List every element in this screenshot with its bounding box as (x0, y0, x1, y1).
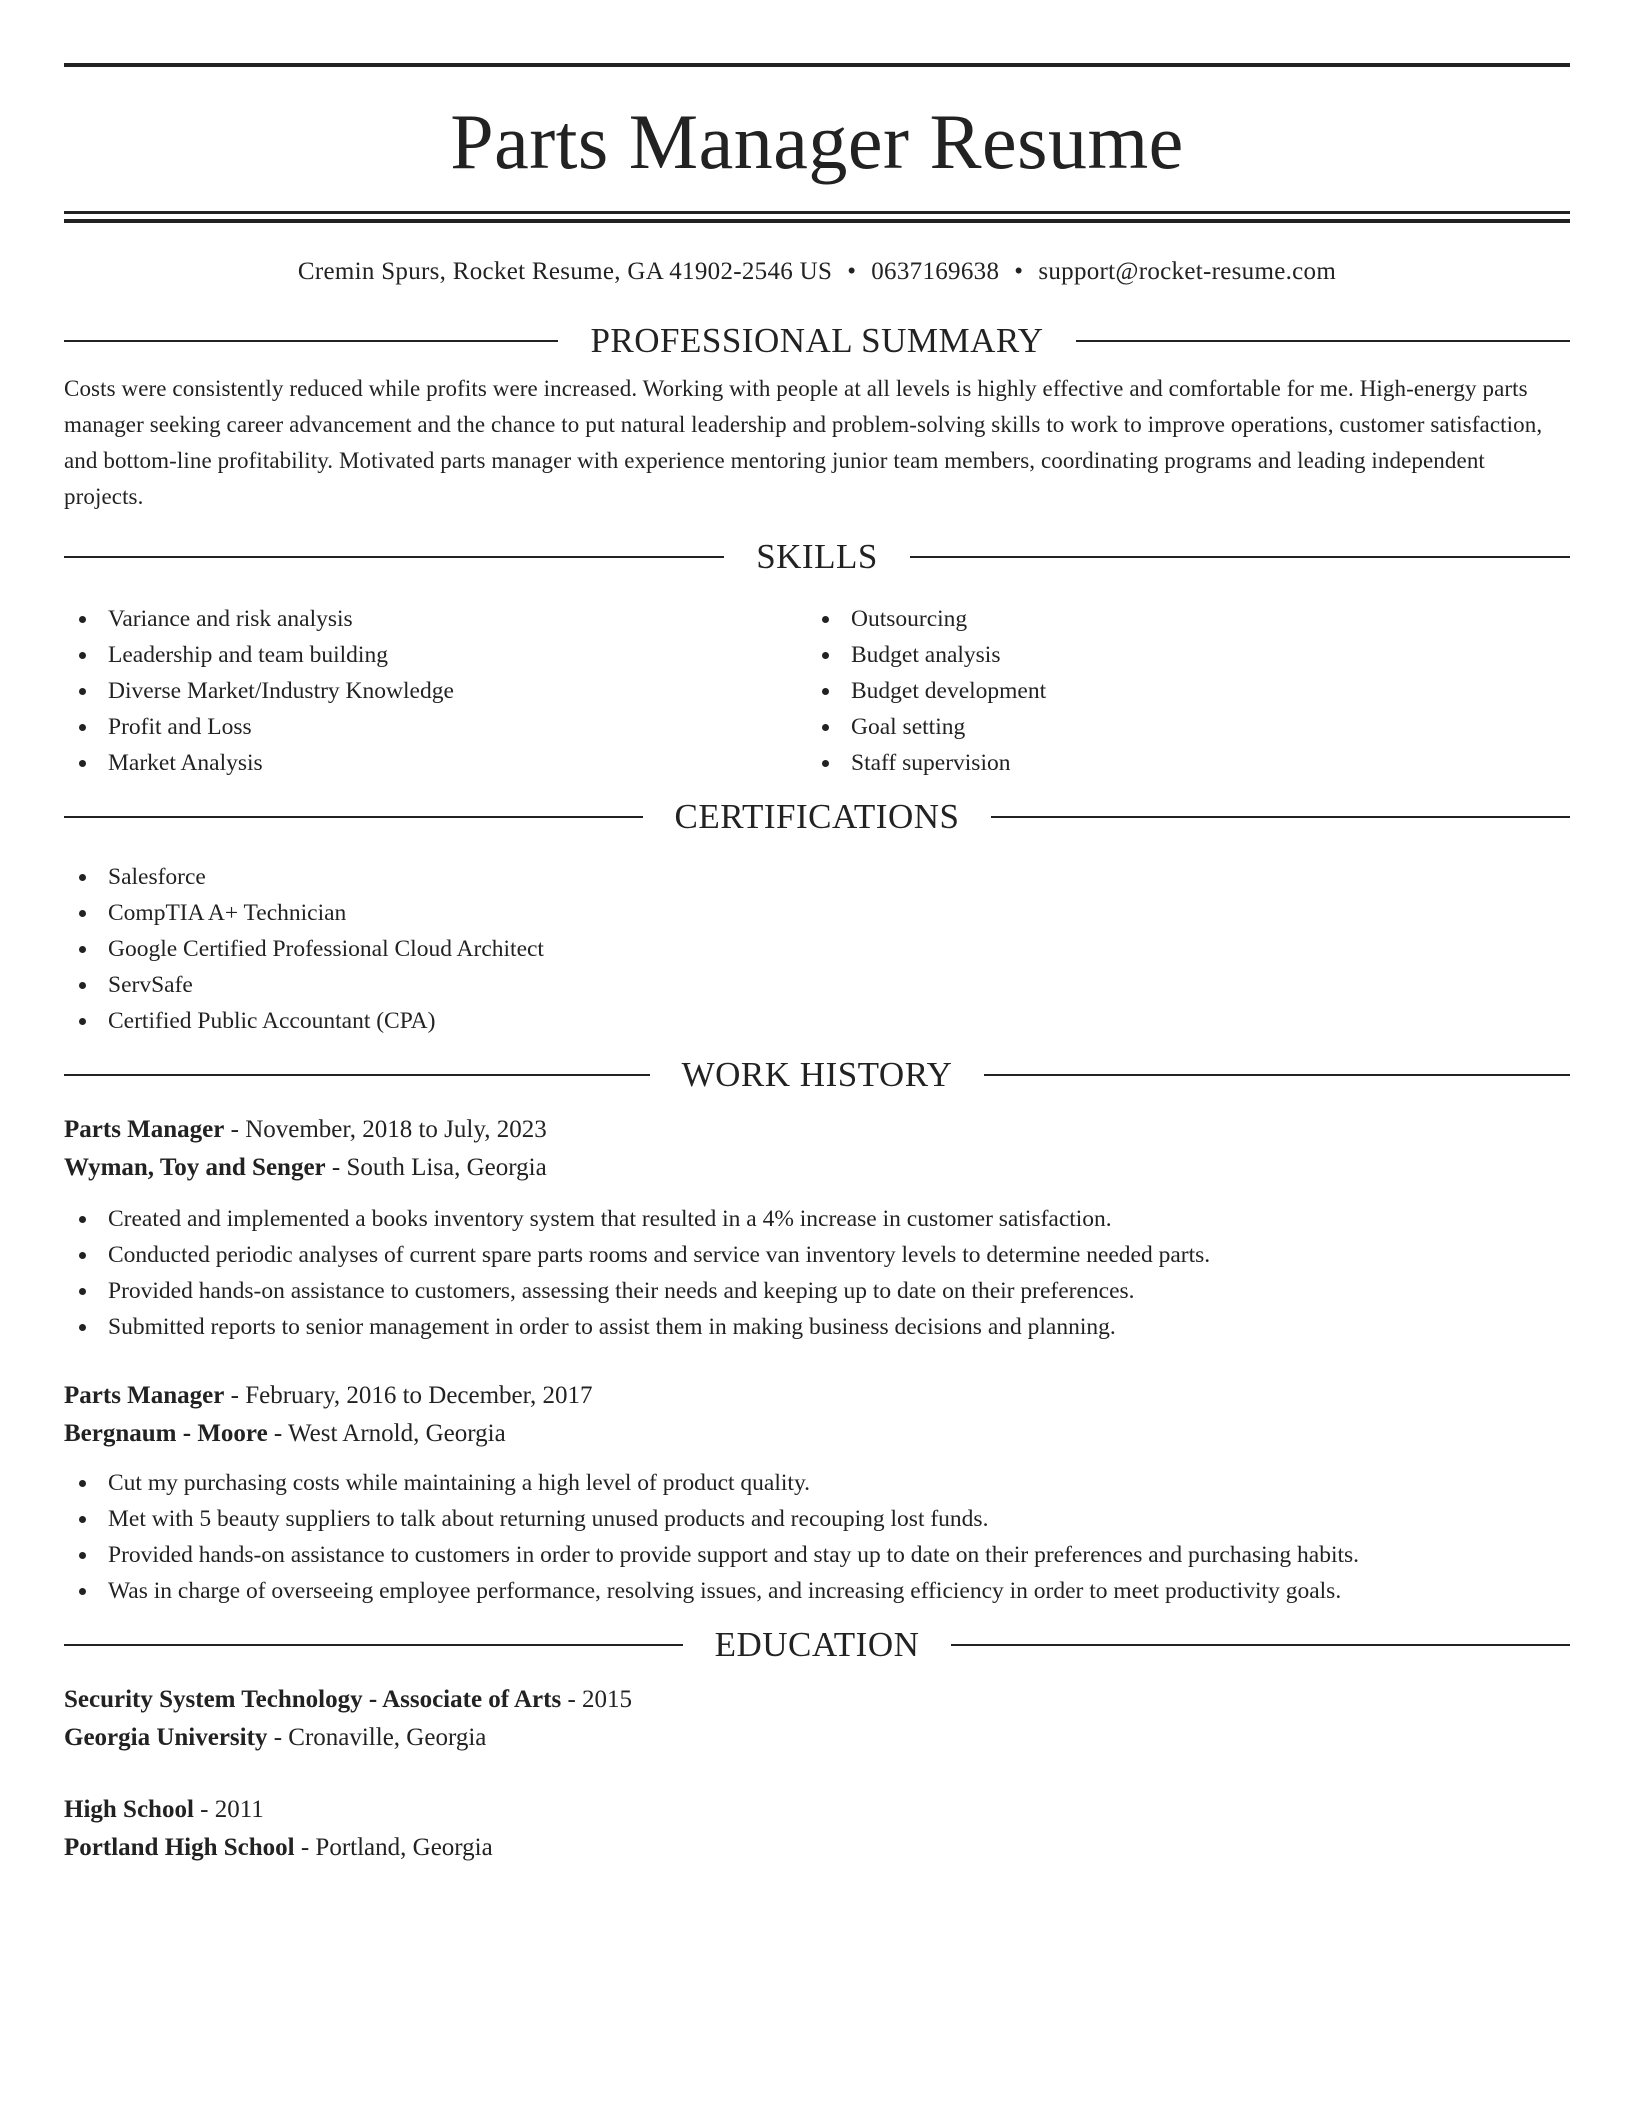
skill-item: Staff supervision (807, 745, 1550, 781)
skill-item: Variance and risk analysis (64, 601, 807, 637)
education-section-heading (64, 1625, 1570, 1665)
resume-page (64, 63, 1570, 1867)
title-double-rule (64, 211, 1570, 223)
bullet-icon (79, 1588, 86, 1595)
education-year: 2011 (214, 1796, 264, 1823)
job-entry (64, 1111, 1570, 1345)
job-bullets (64, 1201, 1570, 1345)
job-bullet: Met with 5 beauty suppliers to talk about returning unused products and recouping lost funds. (64, 1501, 1570, 1537)
bullet-icon (79, 1516, 86, 1523)
certification-item: Certified Public Accountant (CPA) (64, 1003, 1570, 1039)
skill-item: Budget analysis (807, 637, 1550, 673)
skill-item: Diverse Market/Industry Knowledge (64, 673, 807, 709)
skill-item: Goal setting (807, 709, 1550, 745)
education-school-line: Portland High School - Portland, Georgia (64, 1834, 493, 1861)
education-heading-label: EDUCATION (714, 1625, 920, 1664)
skills-left-list (64, 601, 807, 781)
job-company: Wyman, Toy and Senger (64, 1154, 326, 1181)
bullet-icon (79, 1480, 86, 1487)
job-entry (64, 1377, 1570, 1609)
job-location: West Arnold, Georgia (288, 1420, 506, 1447)
heading-rule (1076, 340, 1570, 342)
contact-address: Cremin Spurs, Rocket Resume, GA 41902-2546 US (297, 258, 833, 285)
bullet-icon (822, 688, 829, 695)
certification-item: Google Certified Professional Cloud Architect (64, 931, 1570, 967)
contact-email: support@rocket-resume.com (1038, 258, 1337, 285)
skill-item: Budget development (807, 673, 1550, 709)
job-dates: November, 2018 to July, 2023 (245, 1116, 547, 1143)
skill-item: Market Analysis (64, 745, 807, 781)
education-location: Cronaville, Georgia (288, 1724, 487, 1751)
education-school-line: Georgia University - Cronaville, Georgia (64, 1724, 487, 1751)
bullet-icon (79, 910, 86, 917)
skill-item: Outsourcing (807, 601, 1550, 637)
job-bullet: Created and implemented a books inventory system that resulted in a 4% increase in customer satisfaction. (64, 1201, 1570, 1237)
skill-item: Leadership and team building (64, 637, 807, 673)
contact-line (64, 257, 1570, 287)
education-degree: High School (64, 1796, 194, 1823)
job-bullet: Provided hands-on assistance to customers, assessing their needs and keeping up to date on their preferences. (64, 1273, 1570, 1309)
education-degree: Security System Technology - Associate of Arts (64, 1686, 562, 1713)
education-degree-line: High School - 2011 (64, 1796, 264, 1823)
job-bullet: Conducted periodic analyses of current spare parts rooms and service van inventory levels to determine needed parts. (64, 1237, 1570, 1273)
job-bullet: Provided hands-on assistance to customers in order to provide support and stay up to date on their preferences and purchasing habits. (64, 1537, 1570, 1573)
bullet-icon (79, 760, 86, 767)
bullet-icon (79, 874, 86, 881)
bullet-icon (79, 1018, 86, 1025)
job-bullet: Cut my purchasing costs while maintaining a high level of product quality. (64, 1465, 1570, 1501)
job-company: Bergnaum - Moore (64, 1420, 268, 1447)
bullet-icon (79, 616, 86, 623)
summary-text: Costs were consistently reduced while profits were increased. Working with people at all levels is highly effective and comfortable for me. High-energy parts manager seeking career advancement and the chance to put natural leadership and problem-solving skills to work to improve operations, customer satisfaction, and bottom-line profitability. Motivated parts manager with experience mentoring junior team members, coordinating programs and leading independent projects. (64, 376, 1543, 509)
education-school: Portland High School (64, 1834, 295, 1861)
bullet-icon (79, 1288, 86, 1295)
skills-columns (64, 601, 1570, 781)
job-bullet: Submitted reports to senior management in order to assist them in making business decisions and planning. (64, 1309, 1570, 1345)
education-location: Portland, Georgia (315, 1834, 493, 1861)
summary-section-heading (64, 321, 1570, 361)
job-title: Parts Manager (64, 1116, 225, 1143)
job-title: Parts Manager (64, 1382, 225, 1409)
education-entry (64, 1681, 1570, 1757)
bullet-icon (79, 1324, 86, 1331)
page-title: Parts Manager Resume (450, 98, 1184, 185)
heading-rule (64, 1644, 683, 1646)
bullet-icon (79, 724, 86, 731)
certification-item: Salesforce (64, 859, 1570, 895)
bullet-icon (79, 1216, 86, 1223)
contact-separator: • (847, 258, 857, 285)
job-title-line: Parts Manager - November, 2018 to July, 2023 (64, 1116, 547, 1143)
certification-item: CompTIA A+ Technician (64, 895, 1570, 931)
certification-item: ServSafe (64, 967, 1570, 1003)
job-bullets (64, 1465, 1570, 1609)
bullet-icon (79, 652, 86, 659)
bullet-icon (822, 760, 829, 767)
heading-rule (64, 816, 643, 818)
heading-rule (951, 1644, 1570, 1646)
job-title-line: Parts Manager - February, 2016 to December, 2017 (64, 1382, 593, 1409)
heading-rule (991, 816, 1570, 818)
heading-rule (64, 340, 558, 342)
bullet-icon (822, 652, 829, 659)
education-year: 2015 (582, 1686, 633, 1713)
skill-item: Profit and Loss (64, 709, 807, 745)
bullet-icon (79, 946, 86, 953)
skills-heading-label: SKILLS (756, 537, 878, 576)
top-rule (64, 63, 1570, 67)
education-entry (64, 1791, 1570, 1867)
education-school: Georgia University (64, 1724, 268, 1751)
skills-left-column (64, 601, 807, 781)
bullet-icon (79, 1252, 86, 1259)
job-location: South Lisa, Georgia (346, 1154, 547, 1181)
bullet-icon (79, 1552, 86, 1559)
heading-rule (64, 556, 724, 558)
bullet-icon (79, 982, 86, 989)
certifications-list (64, 859, 1570, 1039)
summary-heading-label: PROFESSIONAL SUMMARY (590, 321, 1044, 360)
education-degree-line: Security System Technology - Associate of Arts - 2015 (64, 1686, 633, 1713)
bullet-icon (822, 724, 829, 731)
work-heading-label: WORK HISTORY (681, 1055, 953, 1094)
heading-rule (64, 1074, 650, 1076)
skills-section-heading (64, 537, 1570, 577)
contact-separator: • (1014, 258, 1024, 285)
bullet-icon (79, 688, 86, 695)
bullet-icon (822, 616, 829, 623)
contact-phone: 0637169638 (871, 258, 1000, 285)
heading-rule (984, 1074, 1570, 1076)
work-section-heading (64, 1055, 1570, 1095)
job-company-line: Bergnaum - Moore - West Arnold, Georgia (64, 1420, 506, 1447)
certifications-heading-label: CERTIFICATIONS (674, 797, 960, 836)
heading-rule (910, 556, 1570, 558)
job-bullet: Was in charge of overseeing employee performance, resolving issues, and increasing efficiency in order to meet productivity goals. (64, 1573, 1570, 1609)
certifications-section-heading (64, 797, 1570, 837)
skills-right-list (807, 601, 1550, 781)
job-company-line: Wyman, Toy and Senger - South Lisa, Georgia (64, 1154, 547, 1181)
skills-right-column (807, 601, 1550, 781)
job-dates: February, 2016 to December, 2017 (245, 1382, 593, 1409)
